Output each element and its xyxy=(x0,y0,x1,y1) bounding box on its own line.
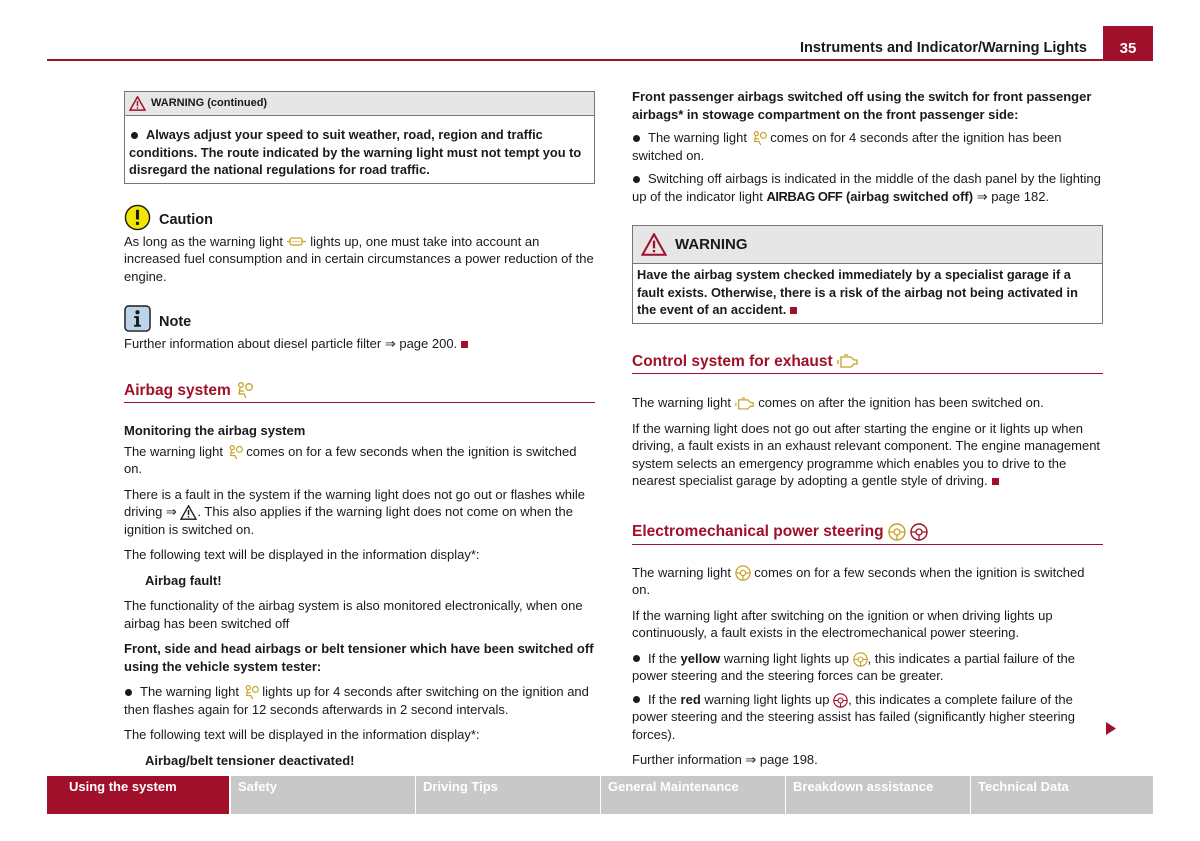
note-text: Further information about diesel particle filter ⇒ page 200. xyxy=(124,335,595,353)
right-column xyxy=(632,88,1103,777)
display-text-belt-tensioner: Airbag/belt tensioner deactivated! xyxy=(145,752,355,768)
exhaust-icon xyxy=(735,397,755,410)
steering-bullet-2: If the red warning light lights up , this indicates a complete failure of the power steering and the steering assist has failed (significantly higher steering forces). xyxy=(632,691,1075,742)
passenger-bullet-2: Switching off airbags is indicated in the middle of the dash panel by the lighting up of the indicator light AIRBAG OFF (airbag switched off) ⇒ page 182. xyxy=(632,171,1101,204)
warning-continued-heading: WARNING (continued) xyxy=(151,96,268,109)
warning-heading: WARNING xyxy=(675,235,748,253)
monitoring-heading: Monitoring the airbag system xyxy=(124,423,306,438)
next-page-icon[interactable] xyxy=(1106,722,1116,735)
end-marker xyxy=(790,307,797,314)
exhaust-para-1: The warning light comes on after the ignition has been switched on. xyxy=(632,395,1044,410)
airbag-icon xyxy=(751,131,767,146)
caution-text: As long as the warning light lights up, one must take into account an increased fuel consumption and in certain circumstances a power reduction of the engine. xyxy=(124,233,594,284)
passenger-bullet-1: The warning light comes on for 4 seconds after the ignition has been switched on. xyxy=(632,130,1062,163)
airbag-para-5: The following text will be displayed in the information display*: xyxy=(124,727,480,742)
note-title: Note xyxy=(159,313,192,330)
diesel-filter-icon xyxy=(287,237,307,247)
warning-text: Have the airbag system checked immediately by a specialist garage if a fault exists. Otherwise, there is a risk of the airbag not being activated in the event of an accident. xyxy=(637,267,1078,317)
warning-continued-text: Always adjust your speed to suit weather, road, region and traffic conditions. The route indicated by the warning light must not tempt you to disregard the national regulations for road traffic. xyxy=(129,127,582,177)
airbag-para-3: The following text will be displayed in the information display*: xyxy=(124,547,480,562)
note-heading xyxy=(124,305,595,332)
warning-triangle-icon xyxy=(129,96,146,111)
footer-tab-using-the-system[interactable]: Using the system xyxy=(47,776,229,814)
steering-para-1: The warning light comes on for a few seconds when the ignition is switched on. xyxy=(632,564,1085,598)
steering-icon xyxy=(853,652,868,667)
steering-para-2: If the warning light after switching on the ignition or when driving lights up continuously, a fault exists in the electromechanical power steering. xyxy=(632,607,1053,641)
exhaust-para-2: If the warning light does not go out after starting the engine or it lights up when driving, a fault exists in an exhaust relevant component. The engine management system selects an emergency programme which enables you to drive to the nearest specialist garage by adopting a gentle style of driving. xyxy=(632,420,1101,488)
steering-bullet-1: If the yellow warning light lights up , this indicates a partial failure of the power steering and the steering forces can be greater. xyxy=(632,650,1075,684)
warning-continued-box xyxy=(124,91,595,184)
display-text-airbag-fault: Airbag fault! xyxy=(145,572,222,588)
caution-heading xyxy=(124,204,595,231)
exhaust-section-title: Control system for exhaust xyxy=(632,353,1103,375)
note-icon xyxy=(124,305,151,332)
airbag-icon xyxy=(243,685,259,700)
page-header-title: Instruments and Indicator/Warning Lights xyxy=(799,40,1087,56)
passenger-airbag-heading: Front passenger airbags switched off using the switch for front passenger airbags* in stowage compartment on the front passenger side: xyxy=(632,89,1092,122)
header-rule xyxy=(47,59,1153,61)
footer-tab-technical-data[interactable]: Technical Data xyxy=(971,776,1153,814)
airbag-off-indicator: AIRBAG OFF xyxy=(766,188,843,204)
steering-para-3: Further information ⇒ page 198. xyxy=(632,752,818,768)
steering-icon xyxy=(833,693,848,708)
airbag-para-1: The warning light comes on for a few seconds when the ignition is switched on. xyxy=(124,443,577,476)
footer-tab-safety[interactable]: Safety xyxy=(231,776,415,814)
steering-section-title: Electromechanical power steering xyxy=(632,523,1103,545)
end-marker xyxy=(461,341,468,348)
airbag-heading-2: Front, side and head airbags or belt tensioner which have been switched off using the vehicle system tester: xyxy=(124,641,594,674)
airbag-bullet-1: The warning light lights up for 4 seconds after switching on the ignition and then flashes again for 12 seconds afterwards in 2 second intervals. xyxy=(124,684,589,717)
steering-icon xyxy=(888,523,906,541)
caution-icon xyxy=(124,204,151,231)
warning-triangle-icon xyxy=(180,505,197,520)
warning-triangle-icon xyxy=(641,233,667,256)
page-number: 35 xyxy=(1103,26,1153,61)
left-column xyxy=(124,91,595,777)
footer-tab-general-maintenance[interactable]: General Maintenance xyxy=(601,776,785,814)
steering-icon xyxy=(735,565,751,581)
footer-tab-driving-tips[interactable]: Driving Tips xyxy=(416,776,600,814)
airbag-section-title: Airbag system xyxy=(124,382,595,404)
end-marker xyxy=(992,478,999,485)
warning-box xyxy=(632,225,1103,324)
airbag-icon xyxy=(227,445,243,460)
caution-title: Caution xyxy=(159,212,213,229)
steering-icon xyxy=(910,523,928,541)
exhaust-icon xyxy=(837,354,859,368)
airbag-icon xyxy=(235,382,253,399)
footer-tab-breakdown-assistance[interactable]: Breakdown assistance xyxy=(786,776,970,814)
airbag-para-4: The functionality of the airbag system is also monitored electronically, when one airbag has been switched off xyxy=(124,598,583,631)
airbag-para-2: There is a fault in the system if the warning light does not go out or flashes while driving ⇒ . This also applies if the warning light does not come on when the ignition is switched on. xyxy=(124,486,586,537)
